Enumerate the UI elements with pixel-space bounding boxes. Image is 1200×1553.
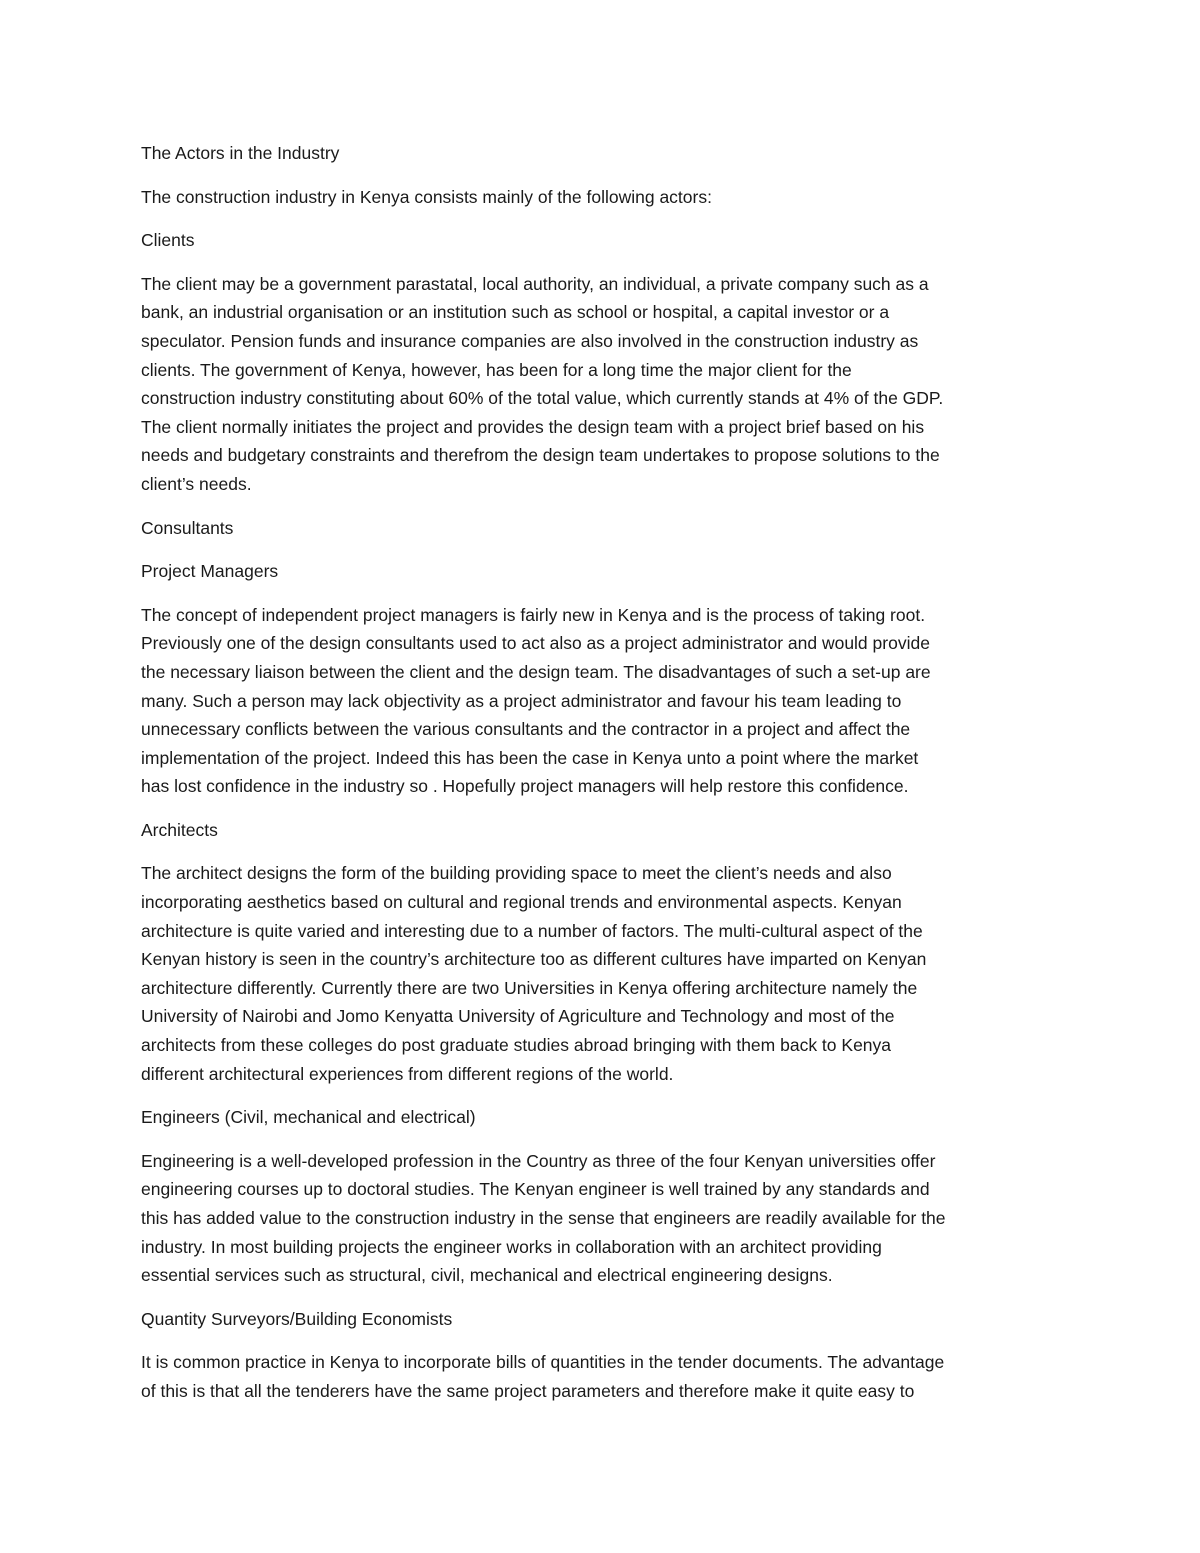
- text-line: Project Managers: [141, 561, 279, 582]
- text-line: Engineers (Civil, mechanical and electrical): [141, 1107, 476, 1128]
- document-title: [141, 139, 1061, 168]
- text-line: Quantity Surveyors/Building Economists: [141, 1308, 453, 1329]
- text-line: unnecessary conflicts between the various consultants and the contractor in a project and affect the: [141, 719, 911, 740]
- text-line: architects from these colleges do post graduate studies abroad bringing with them back to Kenya: [141, 1035, 892, 1056]
- text-line: many. Such a person may lack objectivity as a project administrator and favour his team leading to: [141, 690, 902, 711]
- text-line: different architectural experiences from different regions of the world.: [141, 1063, 674, 1084]
- text-line: implementation of the project. Indeed this has been the case in Kenya unto a point where the market: [141, 747, 919, 768]
- text-line: architecture differently. Currently there are two Universities in Kenya offering architecture namely the: [141, 977, 918, 998]
- paragraph-project-managers: [141, 601, 1061, 801]
- text-line: client’s needs.: [141, 473, 252, 494]
- text-line: The client may be a government parastatal, local authority, an individual, a private company such as a: [141, 273, 929, 294]
- paragraph-engineers: [141, 1147, 1061, 1290]
- section-heading-clients: [141, 226, 1061, 255]
- text-line: bank, an industrial organisation or an institution such as school or hospital, a capital investor or a: [141, 302, 890, 323]
- text-line: clients. The government of Kenya, however, has been for a long time the major client for the: [141, 359, 852, 380]
- text-line: construction industry constituting about 60% of the total value, which currently stands at 4% of the GDP.: [141, 388, 944, 409]
- text-line: Engineering is a well-developed profession in the Country as three of the four Kenyan universities offer: [141, 1150, 936, 1171]
- text-line: needs and budgetary constraints and therefrom the design team undertakes to propose solutions to the: [141, 445, 940, 466]
- text-line: Consultants: [141, 517, 234, 538]
- text-line: The client normally initiates the project and provides the design team with a project brief based on his: [141, 416, 925, 437]
- text-line: incorporating aesthetics based on cultural and regional trends and environmental aspects. Kenyan: [141, 892, 902, 913]
- paragraph-quantity-surveyors: [141, 1348, 1061, 1405]
- text-line: has lost confidence in the industry so . Hopefully project managers will help restore this confidence.: [141, 776, 909, 797]
- text-line: University of Nairobi and Jomo Kenyatta University of Agriculture and Technology and most of the: [141, 1006, 895, 1027]
- text-line: essential services such as structural, civil, mechanical and electrical engineering designs.: [141, 1265, 833, 1286]
- text-line: engineering courses up to doctoral studies. The Kenyan engineer is well trained by any standards and: [141, 1179, 930, 1200]
- text-line: The concept of independent project managers is fairly new in Kenya and is the process of taking root.: [141, 604, 926, 625]
- section-heading-architects: [141, 816, 1061, 845]
- text-line: Architects: [141, 819, 218, 840]
- text-line: Previously one of the design consultants used to act also as a project administrator and would provide: [141, 633, 930, 654]
- document-body: [141, 139, 1061, 1421]
- text-line: The construction industry in Kenya consists mainly of the following actors:: [141, 186, 712, 207]
- text-line: industry. In most building projects the engineer works in collaboration with an architect providing: [141, 1236, 882, 1257]
- section-heading-engineers: [141, 1103, 1061, 1132]
- paragraph-architects: [141, 859, 1061, 1088]
- text-line: architecture is quite varied and interesting due to a number of factors. The multi-cultural aspect of the: [141, 920, 923, 941]
- text-line: It is common practice in Kenya to incorporate bills of quantities in the tender documents. The advantage: [141, 1352, 945, 1373]
- section-heading-quantity-surveyors: [141, 1305, 1061, 1334]
- intro-paragraph: [141, 183, 1061, 212]
- section-heading-consultants: [141, 514, 1061, 543]
- text-line: of this is that all the tenderers have the same project parameters and therefore make it quite easy to: [141, 1380, 915, 1401]
- text-line: this has added value to the construction industry in the sense that engineers are readily available for the: [141, 1208, 946, 1228]
- section-heading-project-managers: [141, 557, 1061, 586]
- text-line: Clients: [141, 230, 195, 251]
- paragraph-clients: [141, 270, 1061, 499]
- text-line: speculator. Pension funds and insurance companies are also involved in the construction industry as: [141, 330, 919, 351]
- text-line: Kenyan history is seen in the country’s architecture too as different cultures have imparted on Kenyan: [141, 949, 927, 970]
- text-line: The architect designs the form of the building providing space to meet the client’s needs and also: [141, 863, 892, 884]
- text-line: the necessary liaison between the client and the design team. The disadvantages of such a set-up are: [141, 661, 931, 682]
- text-line: The Actors in the Industry: [141, 143, 340, 163]
